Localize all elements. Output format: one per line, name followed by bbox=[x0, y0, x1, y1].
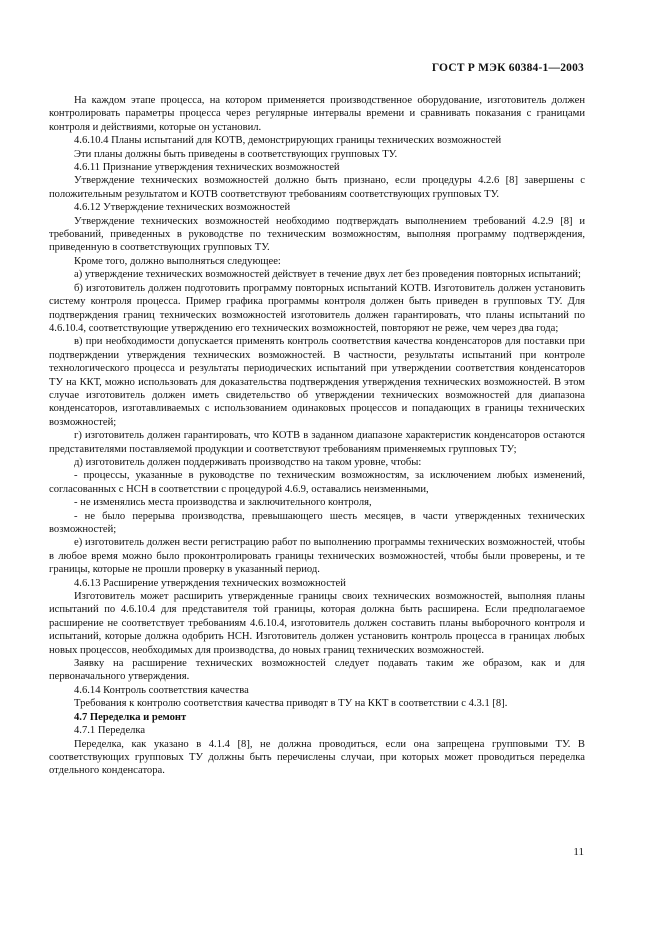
list-item: а) утверждение технических возможностей действует в течение двух лет без проведения повторных испытаний; bbox=[74, 269, 581, 281]
list-item: в) при необходимости допускается применять контроль соответствия качества конденсаторов для поставки при подтверждении утверждения технических возможностей. В частности, результаты испытаний при контроле технологического процесса и результаты периодических испытаний при утверждении соответствия конденсаторов ТУ на ККТ, можно использовать для доказательства подтверждения утверждения технических возможностей. В этом случае изготовитель должен иметь свидетельство об утверждении технических возможностей для диапазона конденсаторов, изготавливаемых с использованием одинаковых процессов и попадающих в границы технических возможностей; bbox=[49, 336, 585, 428]
page-number: 11 bbox=[573, 846, 584, 858]
paragraph: Требования к контролю соответствия качества приводят в ТУ на ККТ в соответствии с 4.3.1 [8]. bbox=[74, 698, 508, 710]
section-heading-bold: 4.7 Переделка и ремонт bbox=[74, 711, 187, 723]
paragraph: Утверждение технических возможностей должно быть признано, если процедуры 4.2.6 [8] завершены с положительным результатом и КОТВ соответствуют требованиям соответствующих групповых ТУ. bbox=[49, 175, 585, 200]
paragraph: Эти планы должны быть приведены в соответствующих групповых ТУ. bbox=[74, 148, 398, 160]
paragraph: Заявку на расширение технических возможностей следует подавать таким же образом, как и для первоначального утверждения. bbox=[49, 658, 585, 683]
list-item: г) изготовитель должен гарантировать, что КОТВ в заданном диапазоне характеристик конденсаторов остаются представителями поставляемой продукции и соответствуют требованиям применяемых групповых ТУ; bbox=[49, 430, 585, 455]
section-heading: 4.7.1 Переделка bbox=[74, 725, 146, 737]
sub-list-item: - не было перерыва производства, превышающего шесть месяцев, в части утвержденных технических возможностей; bbox=[49, 510, 585, 535]
paragraph: На каждом этапе процесса, на котором применяется производственное оборудование, изготовитель должен контролировать параметры процесса через регулярные интервалы времени и сравнивать показания с границами контроля и действиями, которые он установил. bbox=[49, 95, 585, 133]
list-item: д) изготовитель должен поддерживать производство на таком уровне, чтобы: bbox=[74, 456, 422, 468]
document-body bbox=[49, 94, 585, 778]
document-header: ГОСТ Р МЭК 60384-1—2003 bbox=[431, 62, 584, 74]
paragraph: Кроме того, должно выполняться следующее: bbox=[74, 255, 281, 267]
paragraph: Переделка, как указано в 4.1.4 [8], не должна проводиться, если она запрещена групповыми ТУ. В соответствующих групповых ТУ должны быть перечислены случаи, при которых может проводиться переделка отдельного конденсатора. bbox=[49, 738, 585, 777]
section-heading: 4.6.13 Расширение утверждения технических возможностей bbox=[74, 577, 346, 589]
section-heading: 4.6.10.4 Планы испытаний для КОТВ, демонстрирующих границы технических возможностей bbox=[74, 135, 502, 147]
sub-list-item: - не изменялись места производства и заключительного контроля, bbox=[74, 497, 372, 509]
list-item: е) изготовитель должен вести регистрацию работ по выполнению программы технических возможностей, чтобы в любое время можно было проконтролировать границы технических возможностей, чтобы были проверены, и те границы, которые не прошли проверку в указанный период. bbox=[49, 537, 585, 576]
paragraph: Утверждение технических возможностей необходимо подтверждать выполнением требований 4.2.9 [8] и требований, приведенных в руководстве по техническим возможностям, выполняя программу подтверждения, приведенную в соответствующих групповых ТУ. bbox=[49, 215, 585, 254]
list-item: б) изготовитель должен подготовить программу повторных испытаний КОТВ. Изготовитель должен установить систему контроля процесса. Пример графика программы контроля должен быть приведен в групповых ТУ. Для подтверждения границ технических возможностей изготовитель должен гарантировать, что планы испытаний по 4.6.10.4, соответствующие утверждению его технических возможностей, повторяют не реже, чем через два года; bbox=[49, 282, 585, 334]
section-heading: 4.6.11 Признание утверждения технических возможностей bbox=[74, 162, 340, 174]
section-heading: 4.6.14 Контроль соответствия качества bbox=[74, 684, 249, 696]
paragraph: Изготовитель может расширить утвержденные границы своих технических возможностей, выполняя планы испытаний по 4.6.10.4 для представителя той границы, которая должна быть расширена. Если предполагаемое расширение не соответствует требованиям 4.6.10.4, изготовитель должен составить планы выборочного контроля и испытаний, которые должна одобрить НСН. Изготовитель должен установить контроль процесса в границах любых новых процессов, необходимых для производства, до новых границ технических возможностей. bbox=[49, 591, 585, 656]
section-heading: 4.6.12 Утверждение технических возможностей bbox=[74, 202, 291, 214]
sub-list-item: - процессы, указанные в руководстве по техническим возможностям, за исключением любых изменений, согласованных с НСН в соответствии с процедурой 4.6.9, оставались неизменными, bbox=[49, 470, 585, 495]
